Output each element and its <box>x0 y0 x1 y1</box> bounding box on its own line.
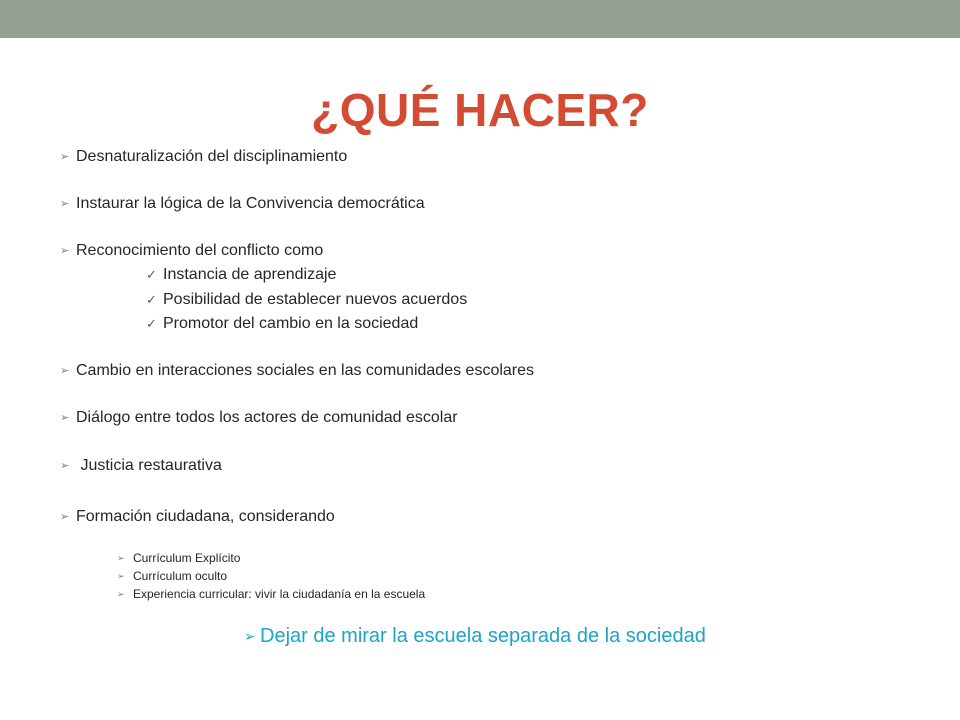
sub-bullet-item <box>117 569 227 584</box>
bullet-text: Formación ciudadana, considerando <box>76 508 335 525</box>
bullet-item <box>60 456 222 476</box>
arrowhead-bullet-icon: ➢ <box>117 553 125 563</box>
sub-bullet-item <box>117 551 240 566</box>
bullet-text: Instaurar la lógica de la Convivencia democrática <box>76 195 425 212</box>
arrowhead-bullet-icon: ➢ <box>117 589 125 599</box>
check-item <box>146 290 467 310</box>
arrowhead-bullet-icon: ➢ <box>117 571 125 581</box>
arrowhead-bullet-icon: ➢ <box>60 365 70 377</box>
closing-statement <box>244 624 706 648</box>
bullet-item <box>60 507 335 527</box>
bullet-text: Cambio en interacciones sociales en las comunidades escolares <box>76 362 535 379</box>
arrowhead-bullet-icon: ➢ <box>60 151 70 163</box>
bullet-item <box>60 147 347 167</box>
checkmark-icon: ✓ <box>146 316 157 331</box>
check-item <box>146 314 418 334</box>
bullet-item <box>60 241 323 261</box>
bullet-text: Desnaturalización del disciplinamiento <box>76 148 348 165</box>
check-text: Instancia de aprendizaje <box>163 266 337 283</box>
arrowhead-bullet-icon: ➢ <box>60 460 70 472</box>
arrowhead-bullet-icon: ➢ <box>60 511 70 523</box>
bullet-text: Justicia restaurativa <box>76 457 222 474</box>
sub-bullet-text: Experiencia curricular: vivir la ciudadanía en la escuela <box>133 587 426 601</box>
arrowhead-bullet-icon: ➢ <box>244 628 256 644</box>
arrowhead-bullet-icon: ➢ <box>60 198 70 210</box>
bullet-text: Reconocimiento del conflicto como <box>76 242 324 259</box>
check-text: Posibilidad de establecer nuevos acuerdos <box>163 291 468 308</box>
arrowhead-bullet-icon: ➢ <box>60 245 70 257</box>
check-text: Promotor del cambio en la sociedad <box>163 315 419 332</box>
checkmark-icon: ✓ <box>146 292 157 307</box>
bullet-item <box>60 194 425 214</box>
arrowhead-bullet-icon: ➢ <box>60 412 70 424</box>
closing-text: Dejar de mirar la escuela separada de la sociedad <box>260 625 706 647</box>
top-bar <box>0 0 960 38</box>
checkmark-icon: ✓ <box>146 267 157 282</box>
sub-bullet-item <box>117 587 425 602</box>
bullet-text: Diálogo entre todos los actores de comunidad escolar <box>76 409 458 426</box>
slide-title: ¿QUÉ HACER? <box>311 84 649 136</box>
bullet-item <box>60 361 534 381</box>
bullet-item <box>60 408 458 428</box>
check-item <box>146 265 336 285</box>
sub-bullet-text: Currículum oculto <box>133 569 228 583</box>
sub-bullet-text: Currículum Explícito <box>133 551 241 565</box>
